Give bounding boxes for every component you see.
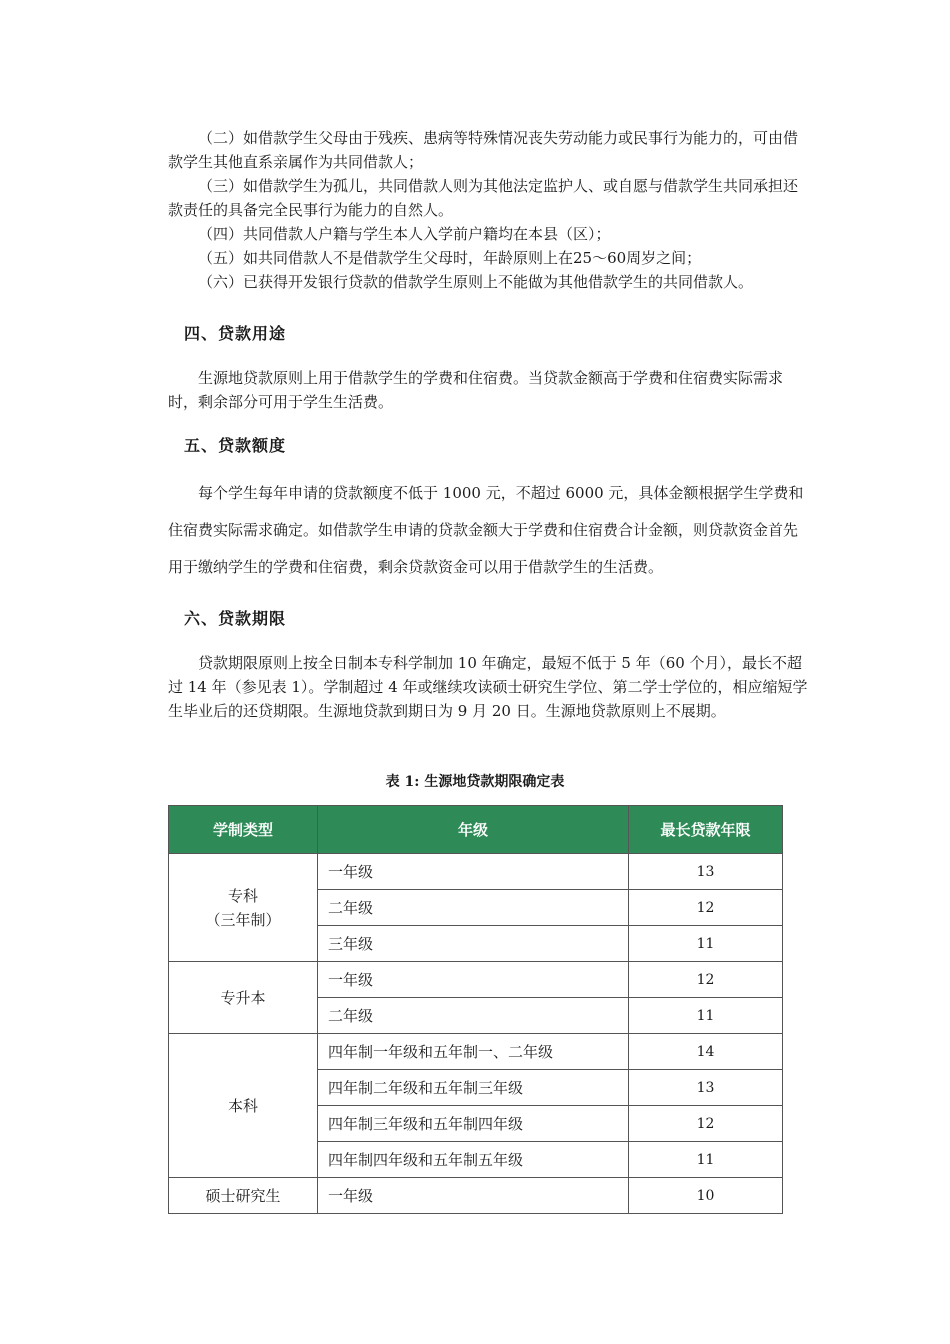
type-sublabel: （三年制） (205, 910, 281, 929)
item-4: （四）共同借款人户籍与学生本人入学前户籍均在本县（区）； (198, 225, 611, 243)
years-cell: 13 (629, 854, 783, 890)
table-row (169, 962, 783, 998)
grade-cell: 一年级 (318, 962, 629, 998)
grade-cell: 一年级 (318, 1178, 629, 1214)
grade-cell: 四年制二年级和五年制三年级 (318, 1070, 629, 1106)
section6-body (168, 651, 810, 723)
item-3: （三）如借款学生为孤儿，共同借款人则为其他法定监护人、或自愿与借款学生共同承担还款责任的具备完全民事行为能力的自然人。 (168, 177, 799, 219)
table-row (169, 1178, 783, 1214)
grade-cell: 二年级 (318, 998, 629, 1034)
grade-cell: 一年级 (318, 854, 629, 890)
years-cell: 13 (629, 1070, 783, 1106)
table-row (169, 854, 783, 890)
section5-heading: 五、贷款额度 (184, 436, 287, 455)
grade-cell: 二年级 (318, 890, 629, 926)
header-years: 最长贷款年限 (629, 806, 783, 854)
years-cell: 11 (629, 926, 783, 962)
section6-text: 贷款期限原则上按全日制本专科学制加 10 年确定，最短不低于 5 年（60 个月），最长不超过 14 年（参见表 1）。学制超过 4 年或继续攻读硕士研究生学位、第二学士学位的，相应缩短学生毕业后的还贷期限。生源地贷款到期日为 9 月 20 日。生源地贷款原则上不展期。 (168, 654, 808, 720)
section3-items (168, 126, 810, 294)
header-type: 学制类型 (169, 806, 318, 854)
type-label: 专科 (227, 886, 258, 905)
item-6: （六）已获得开发银行贷款的借款学生原则上不能做为其他借款学生的共同借款人。 (198, 273, 754, 291)
grade-cell: 四年制三年级和五年制四年级 (318, 1106, 629, 1142)
loan-term-table (168, 805, 783, 1214)
type-cell-benke: 本科 (169, 1034, 318, 1178)
years-cell: 11 (629, 998, 783, 1034)
years-cell: 12 (629, 890, 783, 926)
table-caption: 表 1: 生源地贷款期限确定表 (385, 774, 565, 790)
years-cell: 12 (629, 962, 783, 998)
grade-cell: 四年制一年级和五年制一、二年级 (318, 1034, 629, 1070)
item-5: （五）如共同借款人不是借款学生父母时，年龄原则上在25～60周岁之间； (198, 249, 702, 267)
years-cell: 10 (629, 1178, 783, 1214)
years-cell: 11 (629, 1142, 783, 1178)
item-2: （二）如借款学生父母由于残疾、患病等特殊情况丧失劳动能力或民事行为能力的，可由借款学生其他直系亲属作为共同借款人； (168, 129, 799, 171)
years-cell: 14 (629, 1034, 783, 1070)
type-cell-master: 硕士研究生 (169, 1178, 318, 1214)
header-grade: 年级 (318, 806, 629, 854)
type-cell-zhuanshengben: 专升本 (169, 962, 318, 1034)
grade-cell: 四年制四年级和五年制五年级 (318, 1142, 629, 1178)
years-cell: 12 (629, 1106, 783, 1142)
section6-heading: 六、贷款期限 (184, 609, 287, 628)
section4-body (168, 366, 810, 414)
type-cell-zhuanke (169, 854, 318, 962)
grade-cell: 三年级 (318, 926, 629, 962)
table-header-row (169, 806, 783, 854)
table-row (169, 1034, 783, 1070)
section5-body (168, 475, 810, 586)
section5-text: 每个学生每年申请的贷款额度不低于 1000 元，不超过 6000 元，具体金额根据学生学费和住宿费实际需求确定。如借款学生申请的贷款金额大于学费和住宿费合计金额，则贷款资金首先用于缴纳学生的学费和住宿费，剩余贷款资金可以用于借款学生的生活费。 (168, 484, 804, 576)
section4-heading: 四、贷款用途 (184, 324, 287, 343)
section4-text: 生源地贷款原则上用于借款学生的学费和住宿费。当贷款金额高于学费和住宿费实际需求时，剩余部分可用于学生生活费。 (168, 369, 784, 411)
